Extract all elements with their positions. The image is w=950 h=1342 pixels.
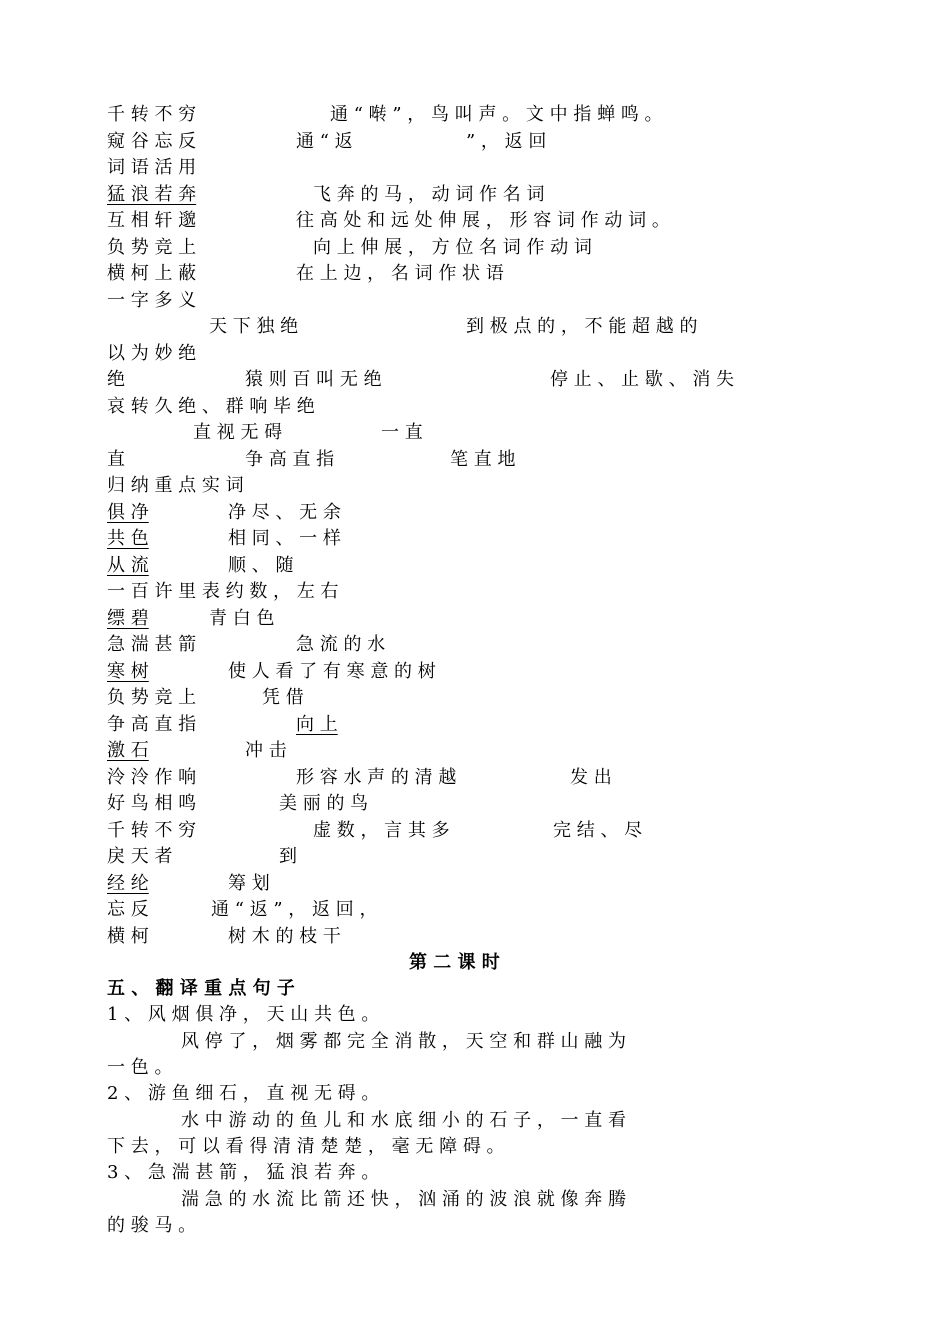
term: 负 势 竞 上 xyxy=(107,237,197,258)
term: 一 百 许 里 表 约 数 ， 左 右 xyxy=(107,581,339,602)
term: 缥 碧 xyxy=(107,608,149,629)
term: 俱 净 xyxy=(107,502,149,523)
explanation: 往 高 处 和 远 处 伸 展 ， 形 容 词 作 动 词 。 xyxy=(296,210,670,231)
explanation: 向 上 伸 展 ， 方 位 名 词 作 动 词 xyxy=(313,237,592,258)
translation: 下 去 ， 可 以 看 得 清 清 楚 楚 ， 毫 无 障 碍 。 xyxy=(107,1136,505,1157)
term: 从 流 xyxy=(107,555,149,576)
term: 千 转 不 穷 xyxy=(107,104,197,125)
term: 泠 泠 作 响 xyxy=(107,767,197,788)
term: 直 xyxy=(107,449,125,470)
term: 经 纶 xyxy=(107,873,149,894)
explanation: 筹 划 xyxy=(228,873,270,894)
explanation: 美 丽 的 鸟 xyxy=(279,793,369,814)
term: 激 石 xyxy=(107,740,149,761)
explanation: 通 “ 返 xyxy=(296,131,353,152)
section-heading: 词 语 活 用 xyxy=(107,157,197,178)
explanation: 形 容 水 声 的 清 越 xyxy=(296,767,457,788)
term: 急 湍 甚 箭 xyxy=(107,634,197,655)
term: 互 相 轩 邈 xyxy=(107,210,197,231)
explanation: 到 xyxy=(279,846,297,867)
term: 哀 转 久 绝 、 群 响 毕 绝 xyxy=(107,396,315,417)
term: 千 转 不 穷 xyxy=(107,820,197,841)
explanation: 青 白 色 xyxy=(209,608,275,629)
term: 共 色 xyxy=(107,528,149,549)
translation: 湍 急 的 水 流 比 箭 还 快 ， 汹 涌 的 波 浪 就 像 奔 腾 xyxy=(181,1189,626,1210)
explanation: 树 木 的 枝 干 xyxy=(228,926,341,947)
term: 横 柯 xyxy=(107,926,149,947)
explanation: 通 “ 啭 ” ， 鸟 叫 声 。 文 中 指 蝉 鸣 。 xyxy=(330,104,663,125)
explanation: 飞 奔 的 马 ， 动 词 作 名 词 xyxy=(313,184,545,205)
term: 直 视 无 碍 xyxy=(193,422,283,443)
explanation: 发 出 xyxy=(570,767,612,788)
sentence: 2 、 游 鱼 细 石 ， 直 视 无 碍 。 xyxy=(107,1083,380,1104)
explanation: 到 极 点 的 ， 不 能 超 越 的 xyxy=(466,316,698,337)
term: 横 柯 上 蔽 xyxy=(107,263,197,284)
term: 戾 天 者 xyxy=(107,846,173,867)
term: 负 势 竞 上 xyxy=(107,687,197,708)
term: 窥 谷 忘 反 xyxy=(107,131,197,152)
term: 寒 树 xyxy=(107,661,149,682)
translation: 水 中 游 动 的 鱼 儿 和 水 底 细 小 的 石 子 ， 一 直 看 xyxy=(181,1110,626,1131)
explanation: 停 止 、 止 歇 、 消 失 xyxy=(550,369,735,390)
term: 绝 xyxy=(107,369,125,390)
explanation: 顺 、 随 xyxy=(228,555,294,576)
explanation: 笔 直 地 xyxy=(450,449,516,470)
term: 猛 浪 若 奔 xyxy=(107,184,197,205)
term: 争 高 直 指 xyxy=(107,714,197,735)
explanation: 通 “ 返 ” ， 返 回 ， xyxy=(211,899,378,920)
explanation: 急 流 的 水 xyxy=(296,634,386,655)
term: 天 下 独 绝 xyxy=(209,316,299,337)
section-heading: 一 字 多 义 xyxy=(107,290,197,311)
explanation: 冲 击 xyxy=(245,740,287,761)
explanation: ” ， 返 回 xyxy=(466,131,547,152)
explanation: 相 同 、 一 样 xyxy=(228,528,341,549)
lesson-title: 第 二 课 时 xyxy=(409,952,500,973)
sentence: 3 、 急 湍 甚 箭 ， 猛 浪 若 奔 。 xyxy=(107,1162,380,1183)
explanation: 向 上 xyxy=(296,714,338,735)
term: 好 鸟 相 鸣 xyxy=(107,793,197,814)
translation: 的 骏 马 。 xyxy=(107,1215,197,1236)
translation: 风 停 了 ， 烟 雾 都 完 全 消 散 ， 天 空 和 群 山 融 为 xyxy=(181,1031,626,1052)
section-heading: 归 纳 重 点 实 词 xyxy=(107,475,244,496)
explanation: 一 直 xyxy=(381,422,423,443)
translation: 一 色 。 xyxy=(107,1057,173,1078)
explanation: 完 结 、 尽 xyxy=(553,820,643,841)
explanation: 在 上 边 ， 名 词 作 状 语 xyxy=(296,263,504,284)
term: 忘 反 xyxy=(107,899,149,920)
sentence: 1 、 风 烟 俱 净 ， 天 山 共 色 。 xyxy=(107,1004,380,1025)
term: 争 高 直 指 xyxy=(245,449,335,470)
explanation: 使 人 看 了 有 寒 意 的 树 xyxy=(228,661,436,682)
term: 以 为 妙 绝 xyxy=(107,343,197,364)
explanation: 凭 借 xyxy=(262,687,304,708)
explanation: 虚 数 ， 言 其 多 xyxy=(313,820,450,841)
explanation: 净 尽 、 无 余 xyxy=(228,502,341,523)
section-heading: 五 、 翻 译 重 点 句 子 xyxy=(107,978,295,999)
term: 猿 则 百 叫 无 绝 xyxy=(245,369,382,390)
